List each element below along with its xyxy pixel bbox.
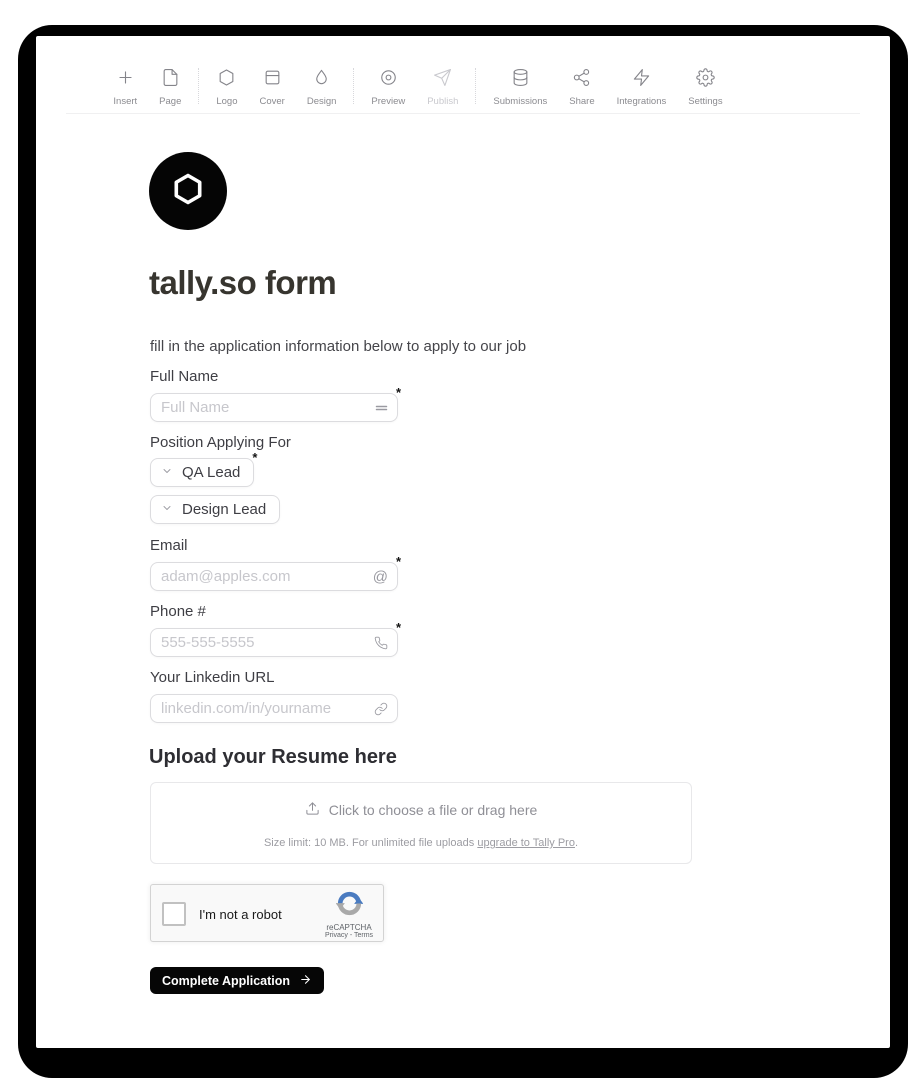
toolbar-separator <box>475 68 476 104</box>
link-icon <box>374 702 388 716</box>
recaptcha-logo-icon <box>336 890 363 922</box>
phone-input[interactable] <box>151 629 397 656</box>
upgrade-link[interactable]: upgrade to Tally Pro <box>477 837 575 849</box>
upload-size-note-text: Size limit: 10 MB. For unlimited file uploads <box>263 837 478 849</box>
full-name-label: Full Name <box>150 368 219 385</box>
form-title[interactable]: tally.so form <box>149 264 337 301</box>
gear-icon <box>696 68 715 92</box>
phone-field[interactable] <box>150 620 401 657</box>
toolbar-separator <box>198 68 199 104</box>
email-field[interactable] <box>150 554 401 591</box>
cover-icon <box>263 68 282 92</box>
linkedin-label: Your Linkedin URL <box>150 669 275 686</box>
toolbar-preview-label: Preview <box>371 96 406 107</box>
toolbar-share[interactable] <box>558 68 605 107</box>
builder-toolbar <box>0 68 845 107</box>
toolbar-submissions[interactable] <box>482 68 558 107</box>
recaptcha-brand-label: reCAPTCHA <box>326 923 372 932</box>
position-label: Position Applying For <box>150 434 291 451</box>
upload-icon <box>305 801 320 819</box>
position-option-qa-lead[interactable] <box>150 450 258 487</box>
toolbar-page-label: Page <box>159 96 182 107</box>
toolbar-logo[interactable] <box>205 68 248 107</box>
toolbar-page[interactable] <box>148 68 192 107</box>
plus-icon <box>116 68 135 92</box>
form-page <box>36 36 890 1048</box>
phone-icon <box>374 636 388 650</box>
full-name-field[interactable] <box>150 385 401 422</box>
toolbar-share-label: Share <box>569 96 595 107</box>
recaptcha-label: I'm not a robot <box>199 907 282 922</box>
paper-plane-icon <box>433 68 452 92</box>
upload-prompt <box>151 801 691 819</box>
database-icon <box>511 68 530 92</box>
recaptcha-privacy-terms[interactable]: Privacy - Terms <box>324 932 374 939</box>
toolbar-publish[interactable] <box>416 68 469 107</box>
eye-icon <box>379 68 398 92</box>
arrow-right-icon <box>299 973 312 989</box>
page-icon <box>161 68 180 92</box>
linkedin-field[interactable] <box>150 694 398 723</box>
hexagon-logo-icon <box>170 171 206 212</box>
toolbar-insert[interactable] <box>102 68 148 107</box>
form-logo[interactable] <box>149 152 227 230</box>
droplet-icon <box>312 68 331 92</box>
toolbar-insert-label: Insert <box>113 96 138 107</box>
recaptcha-widget <box>150 884 384 942</box>
required-marker: * <box>395 620 401 635</box>
phone-label: Phone # <box>150 603 206 620</box>
toolbar-cover-label: Cover <box>259 96 285 107</box>
window-frame <box>18 25 908 1078</box>
linkedin-input[interactable] <box>151 695 397 722</box>
chevron-down-icon <box>161 501 173 518</box>
upload-heading: Upload your Resume here <box>149 746 397 768</box>
email-input[interactable] <box>151 563 397 590</box>
toolbar-divider <box>66 113 860 114</box>
file-upload-dropzone[interactable] <box>150 782 692 864</box>
upload-size-note <box>151 837 691 849</box>
complete-application-button[interactable] <box>150 967 324 994</box>
toolbar-settings[interactable] <box>677 68 733 107</box>
short-text-icon <box>375 403 388 413</box>
toolbar-publish-label: Publish <box>427 96 459 107</box>
required-marker: * <box>395 554 401 569</box>
toolbar-integrations[interactable] <box>606 68 678 107</box>
required-marker: * <box>395 385 401 400</box>
complete-application-label: Complete Application <box>162 973 291 988</box>
email-label: Email <box>150 537 188 554</box>
toolbar-logo-label: Logo <box>216 96 238 107</box>
toolbar-cover[interactable] <box>249 68 296 107</box>
toolbar-settings-label: Settings <box>688 96 723 107</box>
share-icon <box>572 68 591 92</box>
toolbar-integrations-label: Integrations <box>616 96 667 107</box>
chevron-down-icon <box>161 464 173 481</box>
full-name-input[interactable] <box>151 394 397 421</box>
lightning-icon <box>632 68 651 92</box>
upload-prompt-label: Click to choose a file or drag here <box>328 802 538 818</box>
required-marker: * <box>252 450 258 465</box>
position-option-label: QA Lead <box>182 464 241 481</box>
toolbar-preview[interactable] <box>360 68 416 107</box>
toolbar-design-label: Design <box>306 96 337 107</box>
at-icon: @ <box>372 568 388 585</box>
position-option-design-lead[interactable] <box>150 495 280 524</box>
recaptcha-branding <box>321 890 377 939</box>
toolbar-design[interactable] <box>296 68 348 107</box>
recaptcha-checkbox[interactable] <box>162 902 186 926</box>
toolbar-submissions-label: Submissions <box>493 96 548 107</box>
hexagon-icon <box>217 68 236 92</box>
position-option-label: Design Lead <box>182 501 267 518</box>
upload-size-note-suffix: . <box>574 837 579 849</box>
toolbar-separator <box>353 68 354 104</box>
form-subtitle[interactable]: fill in the application information below to apply to our job <box>150 338 527 355</box>
